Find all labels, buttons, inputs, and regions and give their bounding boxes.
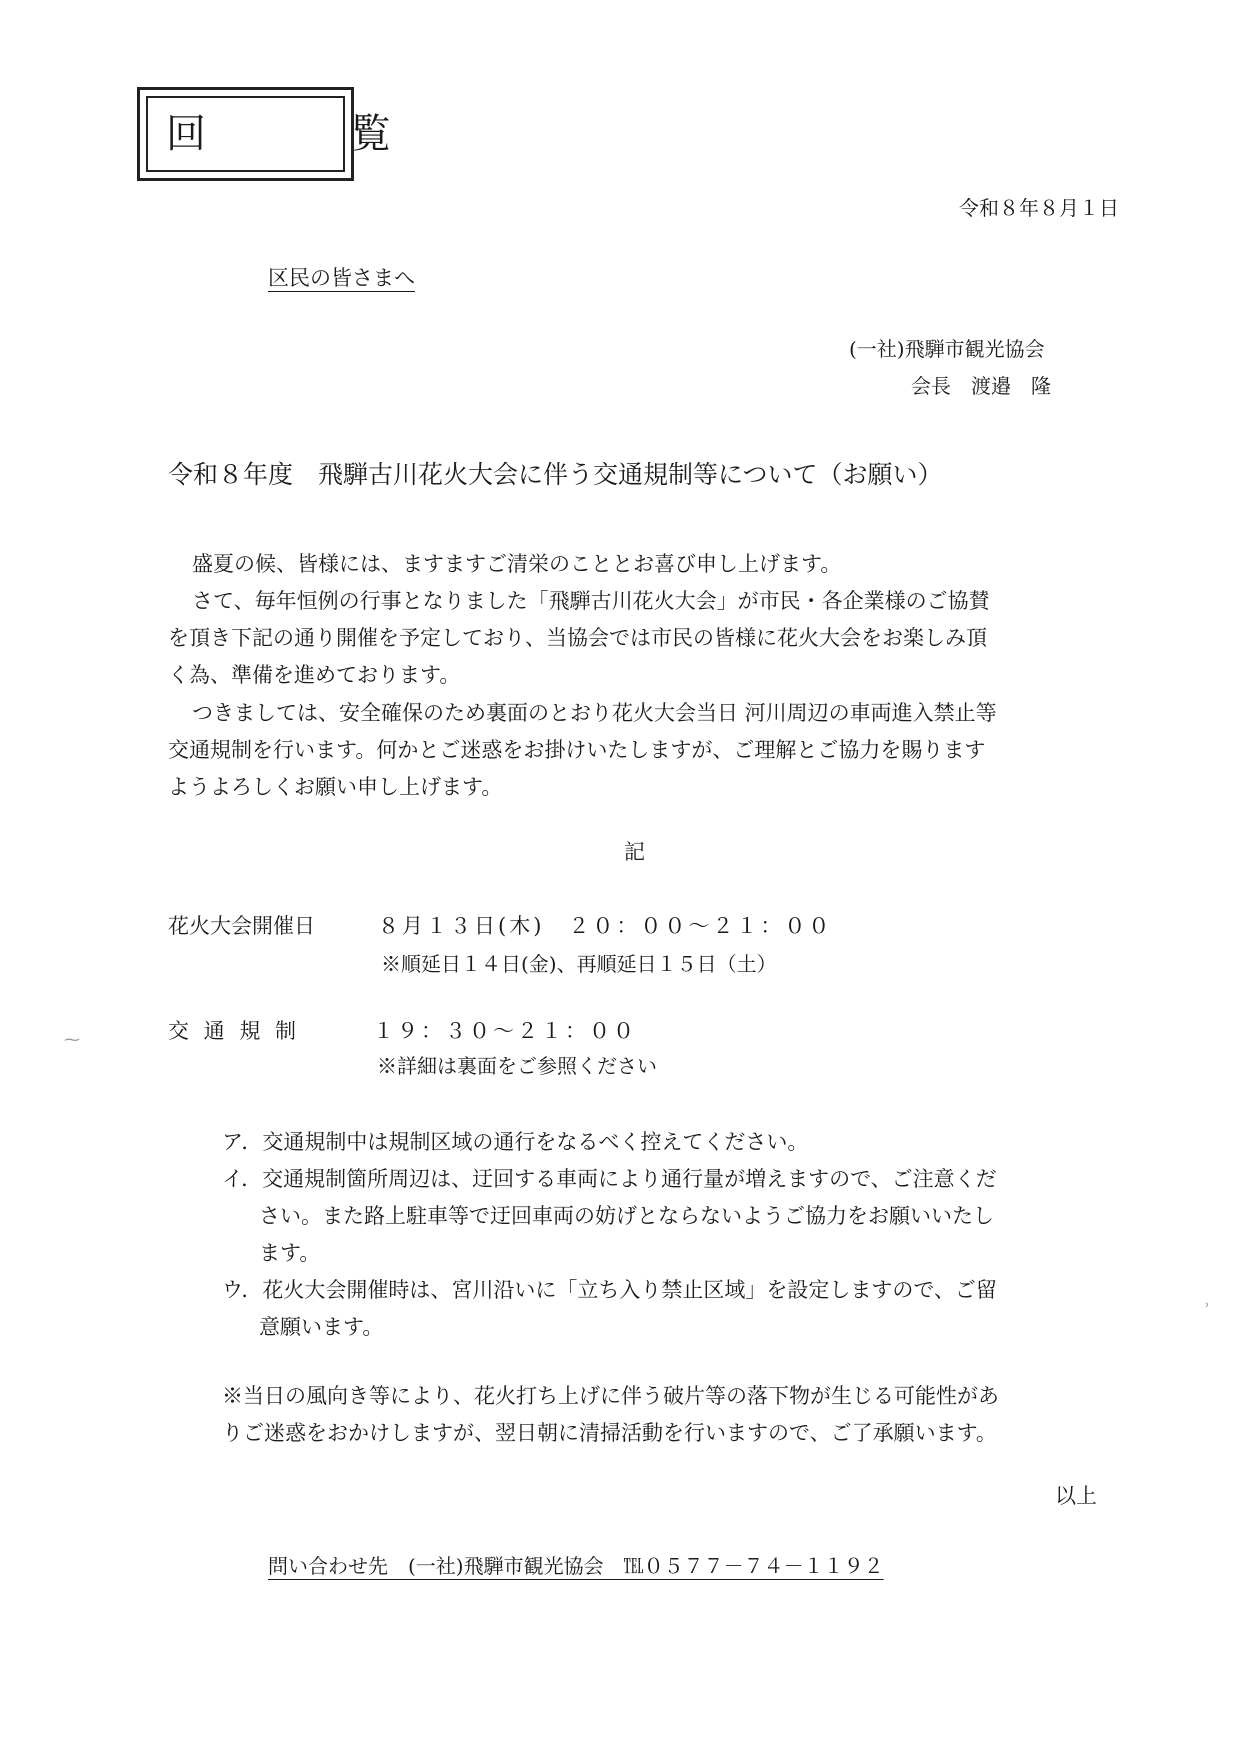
event-label: 花火大会開催日 — [168, 914, 315, 938]
notice-line: ※当日の風向き等により、花火打ち上げに伴う破片等の落下物が生じる可能性があ — [222, 1384, 999, 1408]
body-line: く為、準備を進めております。 — [168, 663, 461, 687]
closing: 以上 — [1055, 1484, 1097, 1508]
addressee: 区民の皆さまへ — [268, 266, 415, 290]
item-u: ウ．花火大会開催時は、宮川沿いに「立ち入り禁止区域」を設定しますので、ご留 — [222, 1278, 997, 1302]
traffic-note: ※詳細は裏面をご参照ください — [377, 1054, 657, 1078]
item-a: ア．交通規制中は規制区域の通行をなるべく控えてください。 — [222, 1130, 809, 1154]
contact-line: 問い合わせ先 (一社)飛騨市観光協会 ℡０５７７－７４－１１９２ — [268, 1554, 884, 1578]
stamp-text: 回 覧 — [166, 111, 457, 157]
notice-line: りご迷惑をおかけしますが、翌日朝に清掃活動を行いますので、ご了承願います。 — [222, 1421, 997, 1445]
document-title: 令和８年度 飛騨古川花火大会に伴う交通規制等について（お願い） — [168, 460, 943, 489]
body-line: さて、毎年恒例の行事となりました「飛騨古川花火大会」が市民・各企業様のご協賛 — [192, 589, 990, 613]
traffic-label: 交 通 規 制 — [168, 1019, 301, 1043]
sender-name: 会長 渡邉 隆 — [911, 374, 1051, 398]
event-value: ８月１３日(木) ２０：００～２１：００ — [378, 914, 833, 938]
ki-heading: 記 — [624, 840, 645, 864]
body-line: 盛夏の候、皆様には、ますますご清栄のこととお喜び申し上げます。 — [192, 552, 842, 576]
body-line: つきましては、安全確保のため裏面のとおり花火大会当日 河川周辺の車両進入禁止等 — [192, 701, 997, 725]
circulation-stamp — [137, 87, 457, 181]
item-i: イ．交通規制箇所周辺は、迂回する車両により通行量が増えますので、ご注意くだ — [222, 1167, 997, 1191]
item-u-cont: 意願います。 — [259, 1315, 384, 1339]
body-line: ようよろしくお願い申し上げます。 — [168, 775, 503, 799]
item-i-cont: ます。 — [259, 1241, 321, 1265]
event-note: ※順延日１４日(金)、再順延日１５日（土） — [381, 952, 777, 976]
scan-smudge: ʾ — [1205, 1300, 1210, 1319]
body-line: 交通規制を行います。何かとご迷惑をお掛けいたしますが、ご理解とご協力を賜ります — [168, 738, 986, 762]
traffic-value: １９：３０～２１：００ — [373, 1019, 637, 1043]
scan-smudge: ⁓ — [64, 1030, 80, 1049]
item-i-cont: さい。また路上駐車等で迂回車両の妨げとならないようご協力をお願いいたし — [259, 1204, 994, 1228]
document-date: 令和８年８月１日 — [959, 196, 1119, 220]
sender-org: (一社)飛騨市観光協会 — [849, 337, 1045, 361]
body-line: を頂き下記の通り開催を予定しており、当協会では市民の皆様に花火大会をお楽しみ頂 — [168, 626, 987, 650]
